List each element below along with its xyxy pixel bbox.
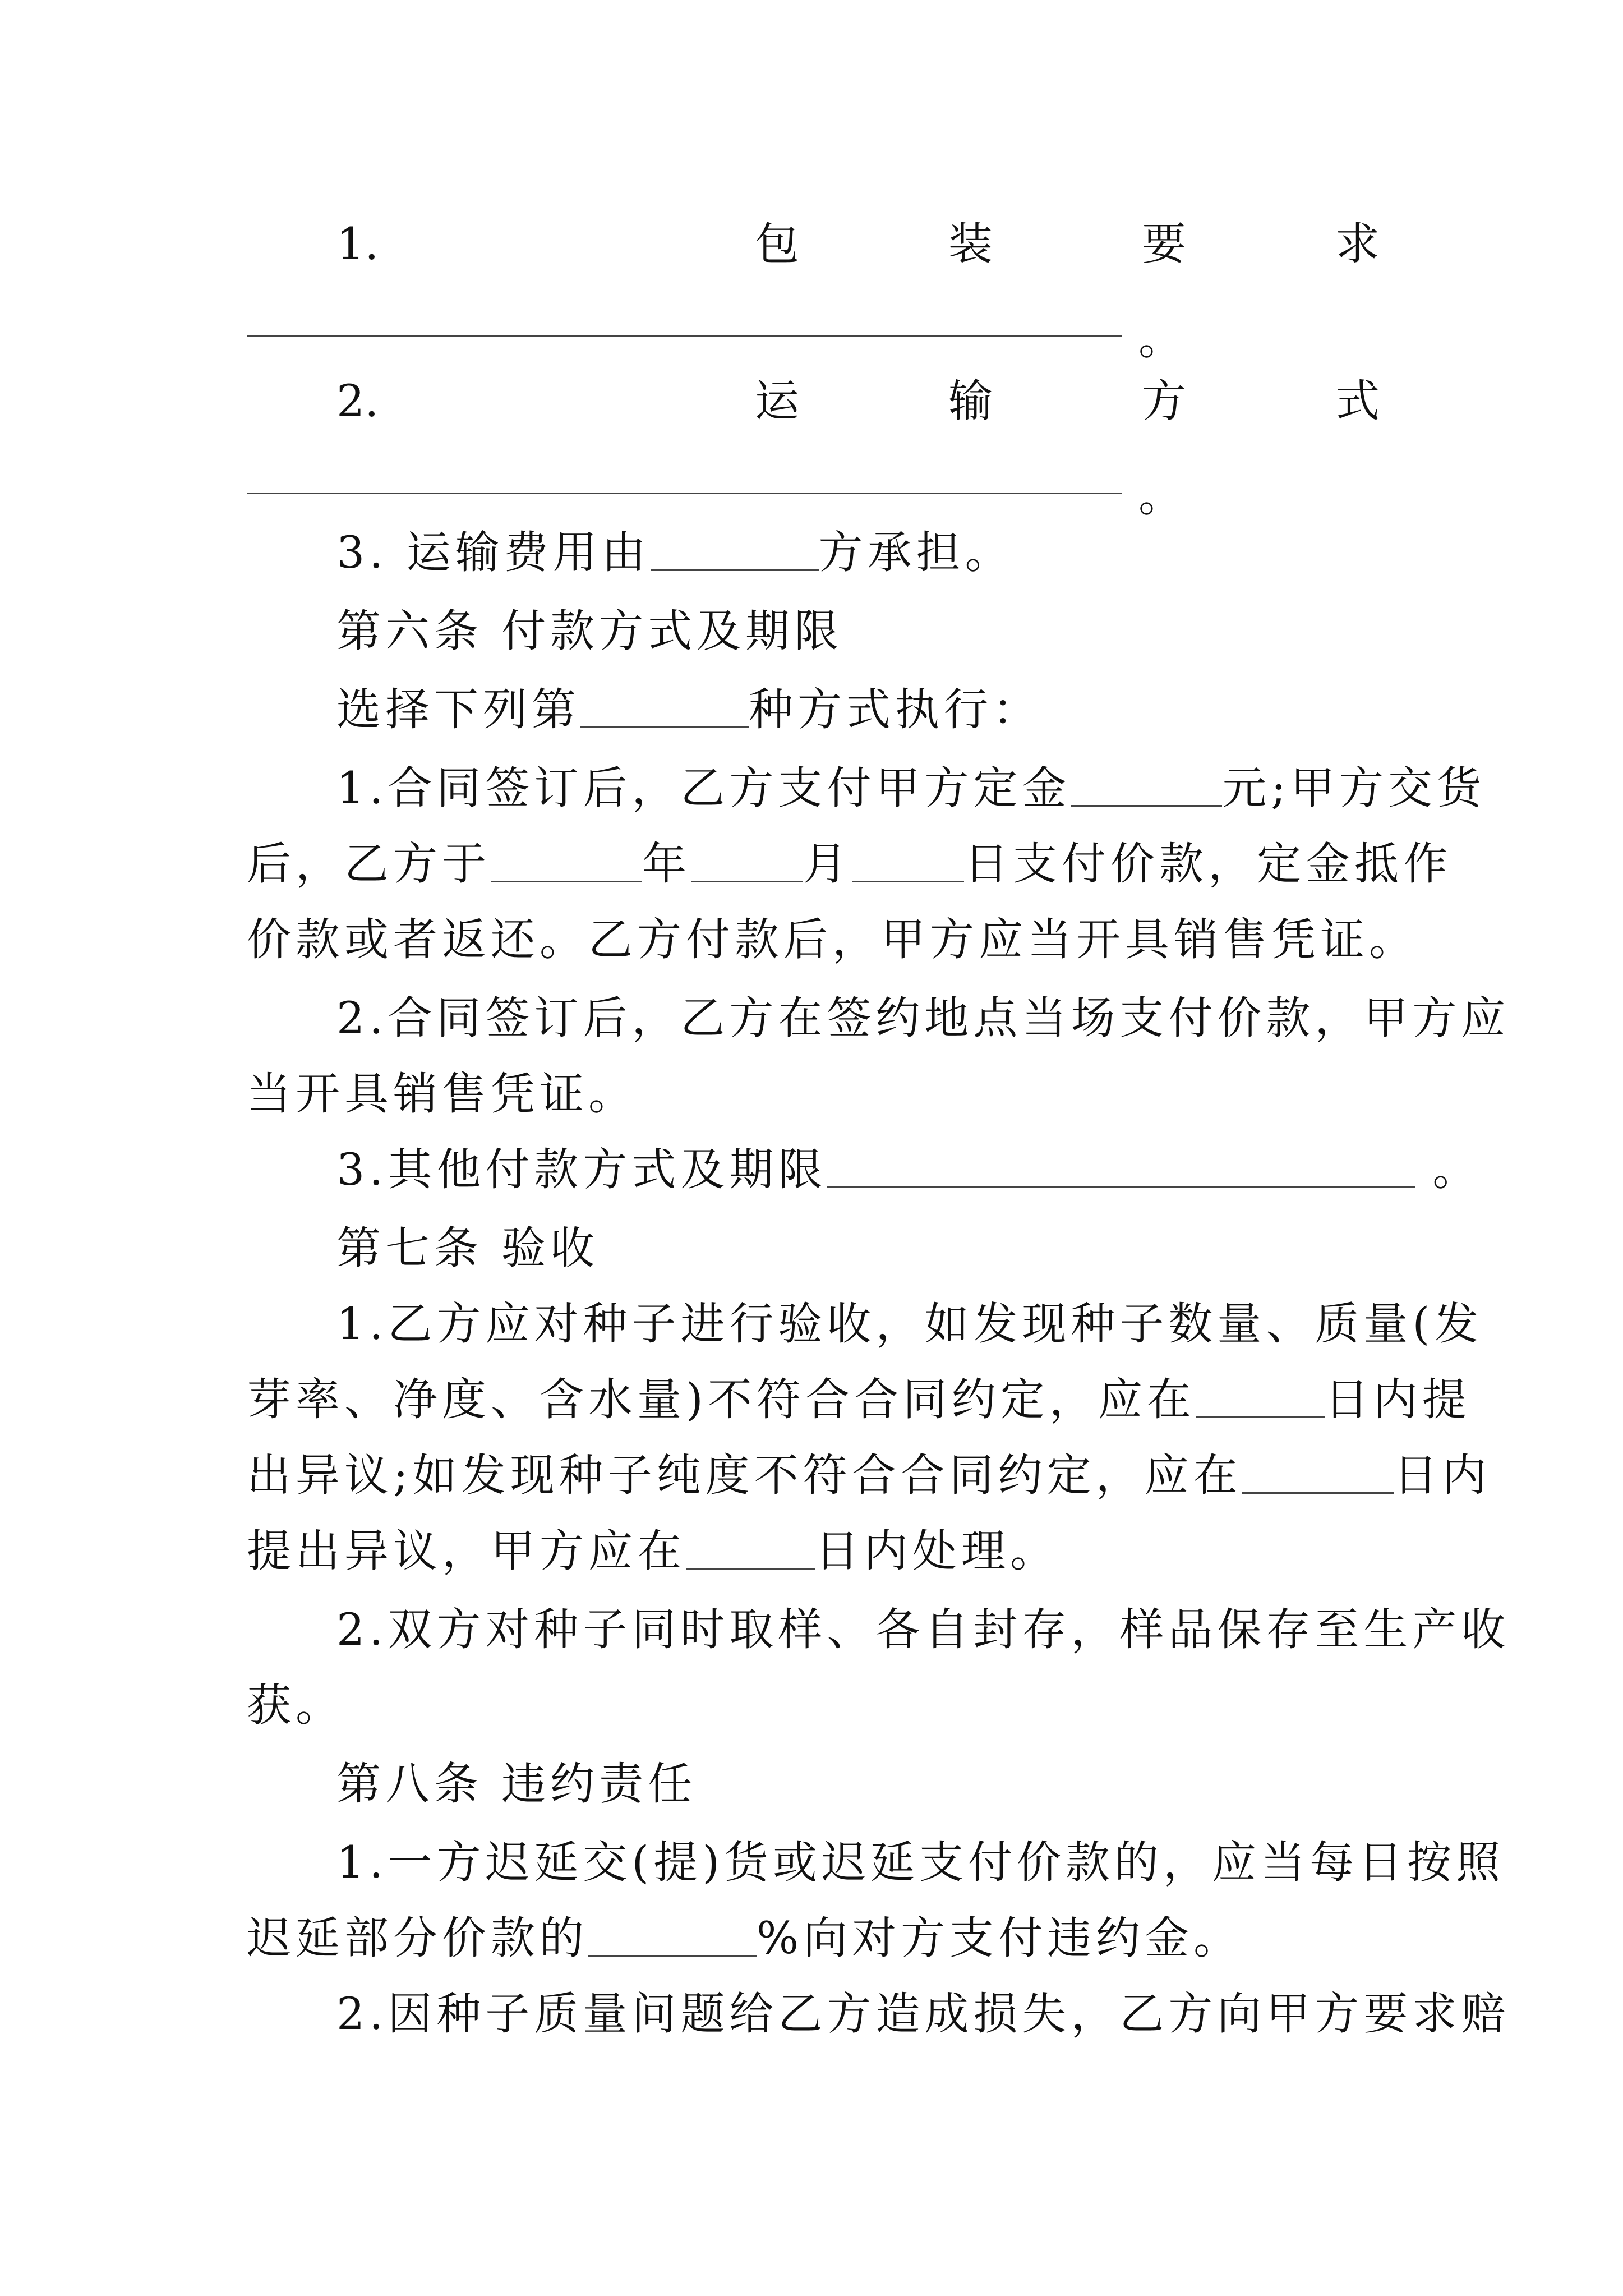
text: 方承担。 (818, 527, 1014, 578)
acceptance1-line-2 (247, 1358, 1471, 1442)
acceptance1-line-1: 1.乙方应对种子进行验收，如发现种子数量、质量(发 (336, 1298, 1483, 1350)
blank-underline (1071, 766, 1222, 807)
text: 年 (642, 838, 691, 890)
text: 月 (803, 838, 852, 890)
text: 提出异议，甲方应在 (247, 1525, 686, 1577)
spaced-char: 包 (755, 218, 799, 270)
spaced-char: 求 (1335, 218, 1380, 270)
text: 元;甲方交货 (1222, 762, 1486, 814)
pay3-line (336, 1128, 1482, 1212)
blank-underline (588, 1916, 757, 1957)
blank-underline (580, 687, 749, 728)
breach2-line-1: 2.因种子质量问题给乙方造成损失，乙方向甲方要求赔 (336, 1988, 1510, 2040)
period: 。 (1432, 1144, 1482, 1195)
packaging-line (336, 202, 1380, 286)
blank-underline (691, 841, 803, 882)
pay1-line-3: 价款或者返还。乙方付款后，甲方应当开具销售凭证。 (247, 914, 1418, 965)
text: 3.其他付款方式及期限 (336, 1144, 827, 1195)
article-8-heading: 第八条 违约责任 (336, 1758, 697, 1810)
acceptance2-line-2: 获。 (247, 1680, 344, 1731)
period: 。 (1138, 470, 1183, 522)
pay1-line-1 (336, 746, 1486, 830)
fill-blank-rule (247, 493, 1122, 494)
breach1-line-1: 1.一方迟延交(提)货或迟延支付价款的，应当每日按照 (336, 1837, 1505, 1888)
article-7-heading: 第七条 验收 (336, 1222, 600, 1274)
text: 日内 (1393, 1450, 1491, 1501)
pay2-line-1: 2.合同签订后，乙方在签约地点当场支付价款，甲方应 (336, 992, 1510, 1044)
text: %向对方支付违约金。 (757, 1912, 1243, 1964)
acceptance1-line-3 (247, 1433, 1491, 1517)
article-6-heading: 第六条 付款方式及期限 (336, 605, 843, 657)
period: 。 (1138, 313, 1183, 365)
text: 日内提 (1324, 1374, 1471, 1425)
text: 日支付价款，定金抵作 (964, 838, 1452, 890)
spaced-char: 装 (948, 218, 993, 270)
blank-underline (1196, 1377, 1325, 1418)
pay1-line-2 (247, 822, 1452, 906)
text: 选择下列第 (336, 684, 580, 735)
blank-underline (1242, 1453, 1394, 1494)
freight-line (336, 510, 1380, 595)
breach1-line-2 (247, 1896, 1380, 1980)
acceptance1-line-4 (247, 1509, 1380, 1593)
spaced-char: 式 (1335, 375, 1380, 427)
spaced-char: 运 (755, 375, 799, 427)
item-number: 1. (336, 218, 379, 270)
text: 3. 运输费用由 (336, 527, 651, 578)
transport-line (336, 359, 1380, 443)
item-number: 2. (336, 375, 379, 427)
spaced-char: 输 (948, 375, 993, 427)
text: 种方式执行： (749, 684, 1041, 735)
blank-underline (491, 841, 642, 882)
blank-underline (827, 1147, 1415, 1188)
spaced-char: 要 (1142, 218, 1186, 270)
pay2-line-2: 当开具销售凭证。 (247, 1068, 637, 1120)
text: 1.合同签订后，乙方支付甲方定金 (336, 762, 1071, 814)
text: 后，乙方于 (247, 838, 491, 890)
fill-blank-rule (247, 335, 1122, 337)
text: 芽率、净度、含水量)不符合合同约定，应在 (247, 1374, 1196, 1425)
text: 日内处理。 (815, 1525, 1059, 1577)
choose-line (336, 668, 1380, 752)
blank-underline (852, 841, 964, 882)
text: 迟延部分价款的 (247, 1912, 588, 1964)
spaced-char: 方 (1142, 375, 1186, 427)
acceptance2-line-1: 2.双方对种子同时取样、各自封存，样品保存至生产收 (336, 1604, 1510, 1655)
text: 出异议;如发现种子纯度不符合合同约定，应在 (247, 1450, 1242, 1501)
blank-underline (651, 530, 819, 571)
blank-underline (686, 1529, 815, 1570)
